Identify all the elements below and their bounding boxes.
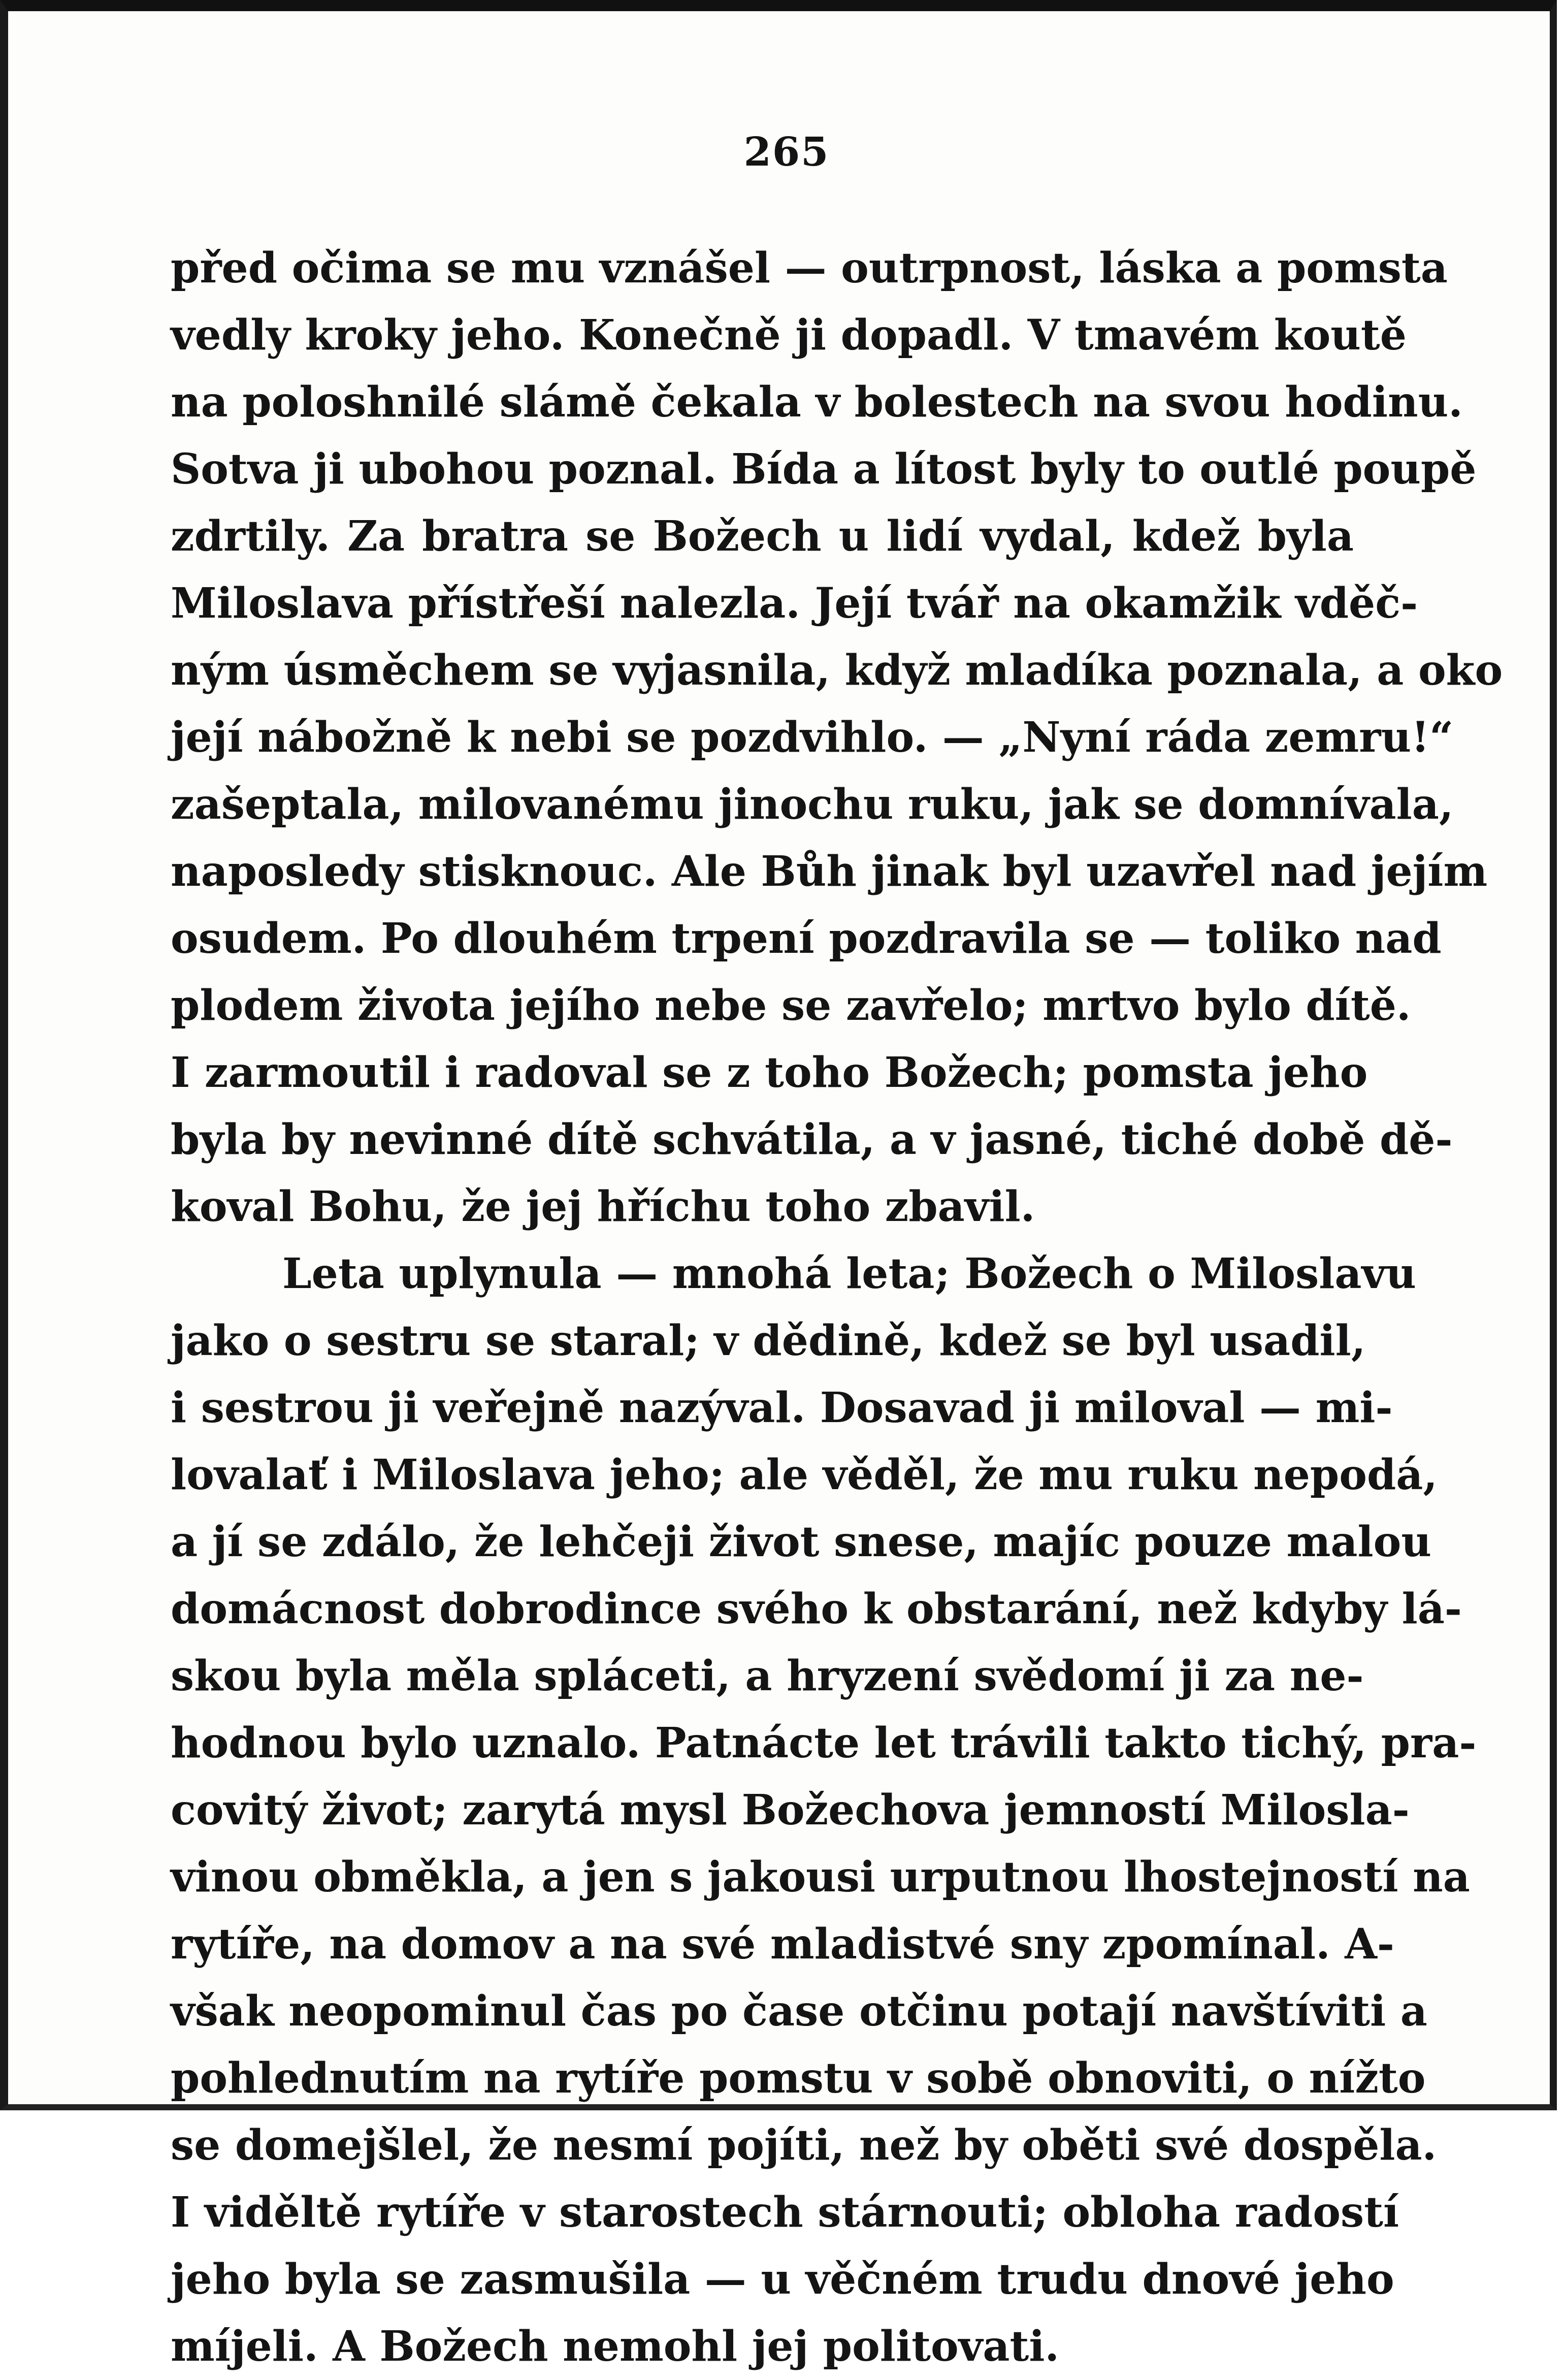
text-line: I zarmoutil i radoval se z toho Božech; pomsta jeho <box>171 1048 1368 1097</box>
text-line: pohlednutím na rytíře pomstu v sobě obnoviti, o nížto <box>171 2054 1426 2103</box>
text-line: zašeptala, milovanému jinochu ruku, jak se domnívala, <box>171 780 1454 829</box>
text-line: osudem. Po dlouhém trpení pozdravila se — toliko nad <box>171 914 1442 963</box>
text-line: Sotva ji ubohou poznal. Bída a lítost byly to outlé poupě <box>171 445 1477 494</box>
text-line: byla by nevinné dítě schvátila, a v jasné, tiché době dě- <box>171 1115 1453 1164</box>
paragraph-end-line: míjeli. A Božech nemohl jej politovati. <box>171 2322 1060 2371</box>
text-line: i sestrou ji veřejně nazýval. Dosavad ji miloval — mi- <box>171 1384 1393 1432</box>
paragraph-end-line: koval Bohu, že jej hříchu toho zbavil. <box>171 1182 1035 1231</box>
text-line: však neopominul čas po čase otčinu potají navštíviti a <box>171 1987 1427 2036</box>
body-text <box>171 235 1503 2380</box>
text-line: rytíře, na domov a na své mladistvé sny zpomínal. A- <box>171 1920 1394 1969</box>
text-line: lovalať i Miloslava jeho; ale věděl, že mu ruku nepodá, <box>171 1451 1438 1499</box>
paragraph-start-line: Leta uplynula — mnohá leta; Božech o Miloslavu <box>282 1249 1416 1298</box>
text-line: jeho byla se zasmušila — u věčném trudu dnové jeho <box>171 2255 1394 2304</box>
text-line: covitý život; zarytá mysl Božechova jemností Milosla- <box>171 1786 1410 1835</box>
text-line: její nábožně k nebi se pozdvihlo. — „Nyní ráda zemru!“ <box>171 713 1454 762</box>
text-line: se domejšlel, že nesmí pojíti, než by oběti své dospěla. <box>171 2121 1437 2170</box>
text-line: na poloshnilé slámě čekala v bolestech na svou hodinu. <box>171 378 1463 427</box>
text-line: hodnou bylo uznalo. Patnácte let trávili takto tichý, pra- <box>171 1719 1477 1767</box>
text-line: skou byla měla spláceti, a hryzení svědomí ji za ne- <box>171 1652 1364 1700</box>
text-line: I viděltě rytíře v starostech stárnouti; obloha radostí <box>171 2188 1399 2237</box>
text-line: naposledy stisknouc. Ale Bůh jinak byl uzavřel nad jejím <box>171 847 1488 896</box>
text-line: před očima se mu vznášel — outrpnost, láska a pomsta <box>171 244 1448 293</box>
page-number: 265 <box>743 129 830 175</box>
text-line: vinou obměkla, a jen s jakousi urputnou lhostejností na <box>171 1853 1470 1902</box>
text-line: ným úsměchem se vyjasnila, když mladíka poznala, a oko <box>171 646 1503 695</box>
text-line: plodem života jejího nebe se zavřelo; mrtvo bylo dítě. <box>171 981 1411 1030</box>
text-line: zdrtily. Za bratra se Božech u lidí vydal, kdež byla <box>171 512 1354 561</box>
text-line: a jí se zdálo, že lehčeji život snese, majíc pouze malou <box>171 1518 1431 1566</box>
text-line: jako o sestru se staral; v dědině, kdež se byl usadil, <box>171 1316 1366 1365</box>
text-line: Miloslava přístřeší nalezla. Její tvář na okamžik vděč- <box>171 579 1418 628</box>
text-line: domácnost dobrodince svého k obstarání, než kdyby lá- <box>171 1585 1462 1633</box>
text-line: vedly kroky jeho. Konečně ji dopadl. V tmavém koutě <box>171 311 1407 360</box>
